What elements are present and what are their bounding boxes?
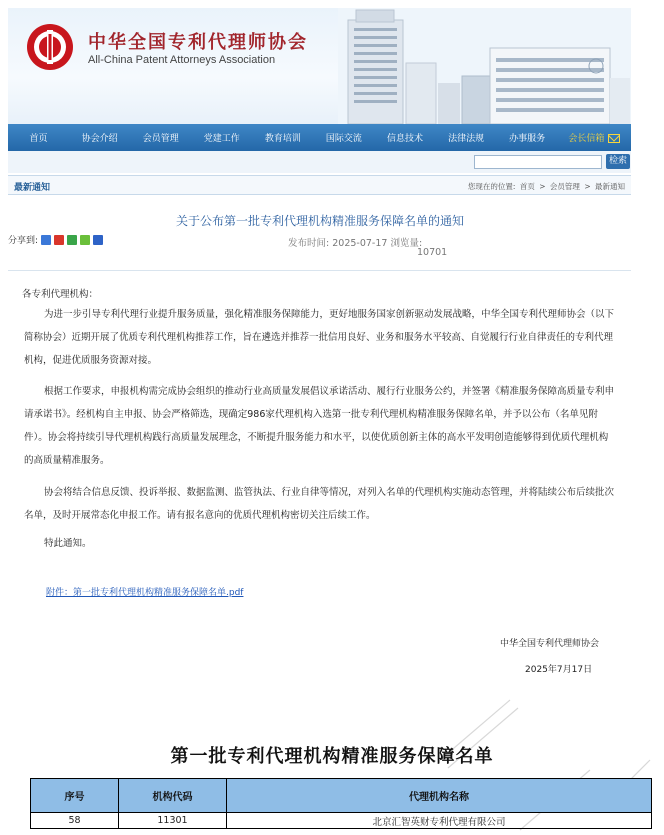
signature-org: 中华全国专利代理师协会 xyxy=(500,639,600,649)
site-header xyxy=(8,8,631,124)
org-name-cn: 中华全国专利代理师协会 xyxy=(88,32,308,53)
breadcrumb-home[interactable]: 首页 xyxy=(519,182,535,191)
nav-item-laws[interactable]: 法律法规 xyxy=(448,134,485,144)
nav-item-president-mailbox[interactable] xyxy=(558,131,631,144)
breadcrumb xyxy=(466,181,625,192)
cell-index: 58 xyxy=(31,813,119,829)
nav-item-services[interactable]: 办事服务 xyxy=(509,134,546,144)
nav-item-members[interactable]: 会员管理 xyxy=(142,134,179,144)
share-bar xyxy=(8,233,103,246)
table-row xyxy=(31,813,652,829)
breadcrumb-prefix: 您现在的位置: xyxy=(467,182,516,191)
org-name-en: All-China Patent Attorneys Association xyxy=(88,54,276,66)
col-header-index: 序号 xyxy=(31,779,119,813)
breadcrumb-sep: > xyxy=(539,182,546,191)
date-label: 发布时间: xyxy=(288,238,330,249)
signature-date: 2025年7月17日 xyxy=(525,665,593,675)
pdf-list-table xyxy=(30,778,652,829)
publish-date: 2025-07-17 xyxy=(332,238,388,249)
paragraph-3: 协会将结合信息反馈、投诉举报、数据监测、监管执法、行业自律等情况，对列入名单的代理机构实施动态管理，并将陆续公布后续批次名单，及时开展常态化申报工作。请有报名意向的优质代理机构密切关注后续工作。 xyxy=(24,487,615,521)
share-renren-icon[interactable] xyxy=(93,235,103,245)
nav-item-president-mailbox-label: 会长信箱 xyxy=(568,134,605,144)
pdf-list-title: 第一批专利代理机构精准服务保障名单 xyxy=(170,746,494,767)
nav-item-home[interactable]: 首页 xyxy=(29,134,48,144)
greeting: 各专利代理机构： xyxy=(22,289,99,300)
paragraph-4: 特此通知。 xyxy=(44,538,92,549)
main-nav xyxy=(8,124,631,151)
share-more-icon[interactable] xyxy=(41,235,51,245)
share-douban-icon[interactable] xyxy=(80,235,90,245)
search-bar xyxy=(8,151,631,173)
nav-item-training[interactable]: 教育培训 xyxy=(264,134,301,144)
nav-item-party[interactable]: 党建工作 xyxy=(203,134,240,144)
mail-icon xyxy=(608,134,620,143)
view-count: 10701 xyxy=(417,247,448,258)
views-label: 浏览量: xyxy=(390,238,423,249)
col-header-name: 代理机构名称 xyxy=(227,779,652,813)
nav-item-it[interactable]: 信息技术 xyxy=(387,134,424,144)
breadcrumb-notices[interactable]: 最新通知 xyxy=(595,182,625,191)
attachment-link[interactable]: 附件：第一批专利代理机构精准服务保障名单.pdf xyxy=(46,588,244,598)
article-title: 关于公布第一批专利代理机构精准服务保障名单的通知 xyxy=(175,214,464,228)
search-button[interactable]: 检索 xyxy=(606,154,630,169)
breadcrumb-sep: > xyxy=(584,182,591,191)
nav-item-about[interactable]: 协会介绍 xyxy=(81,134,118,144)
section-title: 最新通知 xyxy=(14,183,51,193)
share-weibo-icon[interactable] xyxy=(54,235,64,245)
paragraph-1: 为进一步引导专利代理行业提升服务质量，强化精准服务保障能力，更好地服务国家创新驱动发展战略，中华全国专利代理师协会（以下简称协会）近期开展了优质专利代理机构推荐工作，旨在遴选并推荐一批信用良好、业务和服务水平较高、自觉履行行业自律责任的专利代理机构，促进优质服务资源对接。 xyxy=(24,309,615,366)
breadcrumb-members[interactable]: 会员管理 xyxy=(549,182,580,191)
share-label: 分享到: xyxy=(8,236,39,246)
share-wechat-icon[interactable] xyxy=(67,235,77,245)
buildings-banner-image xyxy=(338,8,631,124)
article-meta xyxy=(288,235,422,249)
paragraph-2: 根据工作要求，申报机构需完成协会组织的推动行业高质量发展倡议承诺活动、履行行业服务公约，并签署《精准服务保障高质量专利申请承诺书》。经机构自主申报、协会严格筛选，现确定986家代理机构入选第一批专利代理机构精准服务保障名单，并予以公布（名单见附件）。协会将持续引导代理机构践行高质量发展理念，不断提升服务能力和水平，以使优质创新主体的高水平发明创造能够得到优质代理机构的高质量精准服务。 xyxy=(24,386,615,466)
nav-item-international[interactable]: 国际交流 xyxy=(325,134,362,144)
association-logo-icon xyxy=(25,22,75,72)
search-input[interactable] xyxy=(474,155,602,169)
breadcrumb-bar xyxy=(8,175,631,195)
cell-code: 11301 xyxy=(119,813,227,829)
col-header-code: 机构代码 xyxy=(119,779,227,813)
cell-name: 北京汇智英财专利代理有限公司 xyxy=(227,813,652,829)
